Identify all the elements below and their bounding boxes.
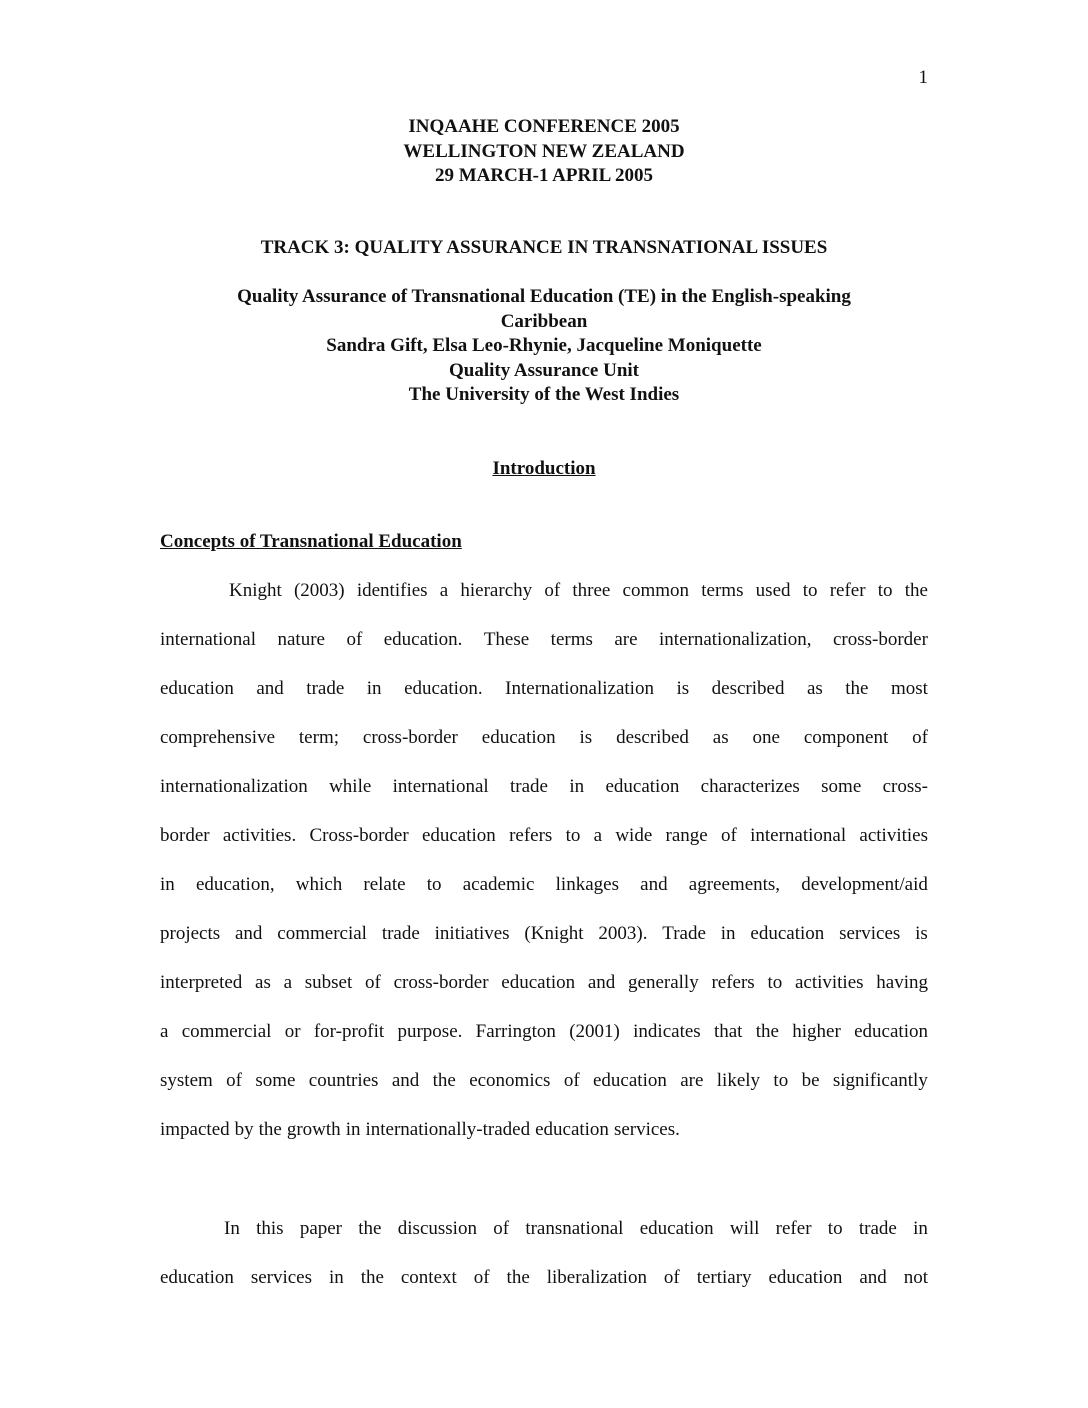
word: as — [255, 972, 271, 993]
conference-dates: 29 MARCH-1 APRIL 2005 — [435, 165, 653, 186]
word: cross-border — [393, 972, 489, 993]
word: and — [587, 972, 616, 993]
word: relate — [363, 874, 406, 895]
word: trade — [381, 923, 420, 944]
word: to — [802, 580, 818, 601]
word: is — [676, 678, 690, 699]
word: some — [821, 776, 862, 797]
word: education, — [195, 874, 275, 895]
track-title: TRACK 3: QUALITY ASSURANCE IN TRANSNATIONAL ISSUES — [260, 237, 828, 258]
word: internationally-traded — [365, 1119, 531, 1140]
word: projects — [160, 923, 221, 944]
word: subset — [304, 972, 353, 993]
word: of — [912, 727, 928, 748]
word: growth — [286, 1119, 341, 1140]
word: in — [160, 874, 175, 895]
word: internationalization — [160, 776, 308, 797]
word: as — [806, 678, 823, 699]
word: in — [913, 1218, 928, 1239]
word: by — [234, 1119, 254, 1140]
word: Knight — [229, 580, 282, 601]
author-unit: Quality Assurance Unit — [448, 359, 640, 381]
word: as — [712, 727, 729, 748]
paragraph-1-line — [160, 775, 928, 799]
word: of — [226, 1070, 242, 1091]
word: education — [768, 1267, 843, 1288]
word: generally — [628, 972, 699, 993]
word: of — [721, 825, 737, 846]
word: not — [903, 1267, 928, 1288]
word: Farrington — [475, 1021, 556, 1042]
word: indicates — [633, 1021, 701, 1042]
word: hierarchy — [460, 580, 533, 601]
word: the — [258, 1119, 282, 1140]
word: education — [750, 923, 825, 944]
word: in — [720, 923, 736, 944]
subsection-heading: Concepts of Transnational Education — [160, 531, 462, 552]
paper-title-line-1: Quality Assurance of Transnational Education (TE) in the English-speaking — [237, 286, 851, 307]
word: of — [365, 972, 381, 993]
word: to — [773, 1070, 789, 1091]
word: the — [904, 580, 928, 601]
word: tertiary — [696, 1267, 752, 1288]
word: (2003) — [293, 580, 345, 601]
word: that — [713, 1021, 743, 1042]
word: education — [501, 972, 576, 993]
word: common — [622, 580, 690, 601]
word: commercial — [181, 1021, 272, 1042]
word: development/aid — [801, 874, 928, 895]
word: context — [400, 1267, 457, 1288]
word: three — [572, 580, 611, 601]
word: system — [160, 1070, 213, 1091]
paragraph-1-line — [229, 579, 928, 603]
word: described — [711, 678, 785, 699]
paragraph-1-line — [160, 922, 928, 946]
word: is — [579, 727, 593, 748]
word: while — [329, 776, 372, 797]
paper-title-line-2: Caribbean — [500, 310, 588, 332]
word: education — [160, 678, 234, 699]
word: Trade — [662, 923, 706, 944]
word: of — [663, 1267, 680, 1288]
word: cross-border — [832, 629, 928, 650]
word: the — [432, 1070, 456, 1091]
word: higher — [792, 1021, 841, 1042]
word: discussion — [397, 1218, 477, 1239]
word: economics — [469, 1070, 551, 1091]
word: be — [801, 1070, 820, 1091]
word: education — [605, 776, 680, 797]
word: to — [767, 972, 783, 993]
word: in — [366, 678, 382, 699]
word: the — [360, 1267, 384, 1288]
word: international — [160, 629, 257, 650]
word: education — [481, 727, 556, 748]
word: liberalization — [546, 1267, 647, 1288]
paper-authors: Sandra Gift, Elsa Leo-Rhynie, Jacqueline Moniquette — [326, 335, 762, 356]
word: agreements, — [688, 874, 781, 895]
word: a — [439, 580, 449, 601]
paragraph-1-line — [160, 1118, 928, 1142]
word: of — [544, 580, 561, 601]
word: of — [473, 1267, 490, 1288]
word: These — [483, 629, 530, 650]
word: impacted — [160, 1119, 230, 1140]
word: refers — [711, 972, 755, 993]
paragraph-1-line — [160, 1020, 928, 1044]
word: international — [750, 825, 847, 846]
word: (2001) — [569, 1021, 620, 1042]
word: commercial — [277, 923, 367, 944]
word: of — [493, 1218, 510, 1239]
word: comprehensive — [160, 727, 276, 748]
word: countries — [308, 1070, 379, 1091]
word: cross-border — [362, 727, 458, 748]
word: linkages — [555, 874, 619, 895]
word: trade — [510, 776, 548, 797]
word: services — [839, 923, 901, 944]
word: terms — [550, 629, 593, 650]
word: education — [639, 1218, 714, 1239]
word: services. — [613, 1119, 680, 1140]
word: In — [224, 1218, 240, 1239]
word: in — [328, 1267, 344, 1288]
word: terms — [701, 580, 744, 601]
word: initiatives — [434, 923, 510, 944]
word: and — [256, 678, 284, 699]
word: and — [391, 1070, 420, 1091]
word: the — [358, 1218, 382, 1239]
word: transnational — [525, 1218, 624, 1239]
word: education. — [404, 678, 483, 699]
word: education — [160, 1267, 234, 1288]
word: characterizes — [700, 776, 800, 797]
word: the — [506, 1267, 530, 1288]
word: refers — [509, 825, 553, 846]
paragraph-1-line — [160, 824, 928, 848]
word: to — [426, 874, 442, 895]
word: (Knight — [524, 923, 584, 944]
word: the — [845, 678, 869, 699]
word: likely — [716, 1070, 761, 1091]
word: are — [680, 1070, 704, 1091]
word: described — [616, 727, 689, 748]
word: education — [854, 1021, 928, 1042]
word: some — [255, 1070, 296, 1091]
word: this — [256, 1218, 284, 1239]
word: nature — [277, 629, 325, 650]
word: or — [284, 1021, 301, 1042]
word: which — [295, 874, 343, 895]
word: services — [250, 1267, 313, 1288]
word: and — [859, 1267, 887, 1288]
paragraph-1-line — [160, 1069, 928, 1093]
paragraph-2-line — [160, 1266, 928, 1290]
word: to — [565, 825, 581, 846]
word: education — [421, 825, 496, 846]
word: most — [891, 678, 928, 699]
word: trade — [858, 1218, 897, 1239]
word: education — [593, 1070, 667, 1091]
word: used — [755, 580, 791, 601]
word: having — [876, 972, 928, 993]
author-institution: The University of the West Indies — [408, 384, 680, 405]
word: is — [915, 923, 928, 944]
word: Internationalization — [505, 678, 654, 699]
word: one — [752, 727, 780, 748]
word: trade — [306, 678, 345, 699]
paragraph-1-line — [160, 971, 928, 995]
word: range — [665, 825, 708, 846]
paragraph-1-line — [160, 726, 928, 750]
word: purpose. — [397, 1021, 463, 1042]
word: and — [640, 874, 668, 895]
paper-header — [0, 285, 1088, 408]
word: of — [346, 629, 363, 650]
word: the — [755, 1021, 779, 1042]
word: identifies — [356, 580, 428, 601]
word: activities — [859, 825, 928, 846]
word: for-profit — [313, 1021, 385, 1042]
word: of — [563, 1070, 580, 1091]
conference-location: WELLINGTON NEW ZEALAND — [403, 140, 685, 162]
word: significantly — [832, 1070, 928, 1091]
paragraph-1-line — [160, 677, 928, 701]
section-heading-introduction: Introduction — [492, 458, 596, 479]
word: refer — [829, 580, 866, 601]
word: activities. — [222, 825, 297, 846]
word: activities — [794, 972, 864, 993]
word: education — [535, 1119, 609, 1140]
conference-name: INQAAHE CONFERENCE 2005 — [408, 116, 680, 137]
word: to — [877, 580, 893, 601]
word: are — [614, 629, 638, 650]
paragraph-1-line — [160, 873, 928, 897]
conference-header — [0, 115, 1088, 189]
word: a — [593, 825, 603, 846]
word: a — [160, 1021, 169, 1042]
word: internationalization, — [659, 629, 812, 650]
word: will — [729, 1218, 760, 1239]
page-number: 1 — [918, 67, 928, 88]
word: academic — [462, 874, 535, 895]
word: term; — [298, 727, 340, 748]
word: interpreted — [160, 972, 243, 993]
word: and — [235, 923, 263, 944]
word: in — [569, 776, 585, 797]
word: 2003). — [598, 923, 648, 944]
word: in — [345, 1119, 361, 1140]
word: education. — [383, 629, 463, 650]
word: Cross-border — [309, 825, 409, 846]
word: border — [160, 825, 210, 846]
word: wide — [615, 825, 653, 846]
word: to — [827, 1218, 843, 1239]
word: refer — [775, 1218, 812, 1239]
word: a — [283, 972, 293, 993]
word: component — [803, 727, 889, 748]
word: paper — [299, 1218, 343, 1239]
paragraph-2-line — [224, 1217, 928, 1241]
paragraph-1-line — [160, 628, 928, 652]
word: cross- — [882, 776, 928, 797]
word: international — [392, 776, 489, 797]
